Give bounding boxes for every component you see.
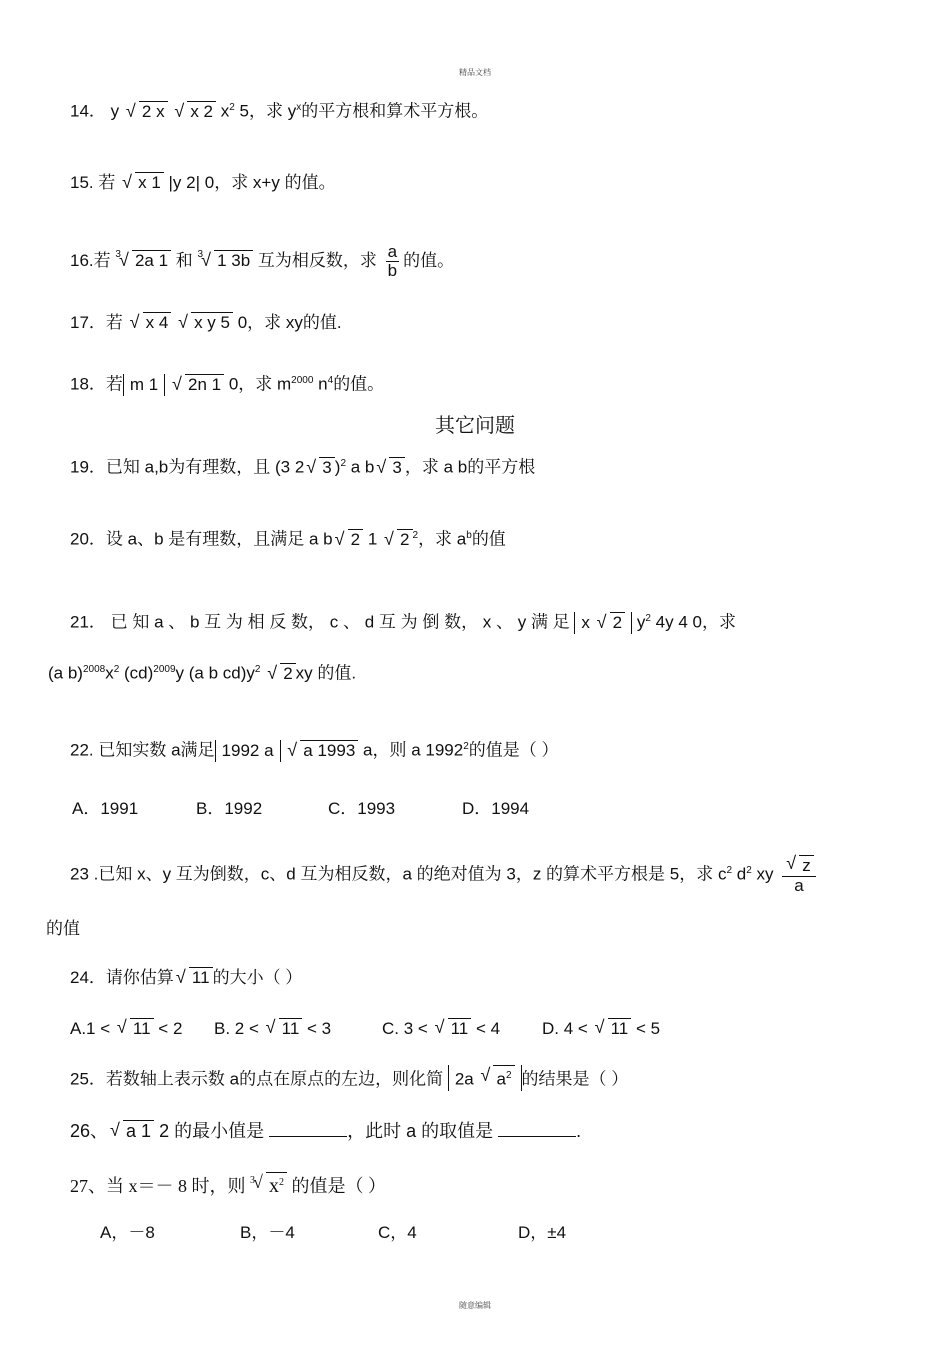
q19-text: ，求 a b的平方根 [404,457,536,477]
q24-opt-text: A.1 < [70,1019,111,1038]
q19-text: (3 2 [275,457,305,477]
q22-option-b: B．1992 [196,799,263,818]
q26-number: 26、 [70,1121,109,1141]
q14-text: x [220,101,230,121]
q16-fraction [386,243,399,280]
section-title: 其它问题 [435,415,515,437]
q24-opt-radicand: 11 [279,1018,303,1039]
q19-exp: 2 [340,458,346,469]
q21-text: xy 的值. [295,663,357,683]
q16-text: 的值。 [403,250,455,270]
q27-exp: 2 [279,1177,284,1188]
answer-blank[interactable] [269,1136,347,1137]
q27-option-c: C，4 [378,1223,417,1242]
question-23-line-2: 的值 [46,919,80,938]
question-24 [70,967,302,989]
q14-exp: x [296,102,302,113]
q18-text: 的值。 [333,374,385,394]
q14-radicand-1: 2 x [139,101,168,122]
q18-abs-value: m 1 [123,374,165,396]
q21-text: x [581,612,590,632]
q18-radicand: 2n 1 [185,374,224,395]
q22-option-a: A．1991 [72,799,139,818]
q23-text: d [736,864,747,884]
q23-exp: 2 [726,864,733,876]
q24-opt-text: B. 2 < [214,1019,259,1038]
q18-text: 0，求 m [228,374,292,394]
sqrt-symbol [174,101,216,123]
q27-root-index: 3 [250,1175,255,1186]
sqrt-symbol [480,1065,514,1091]
sqrt-symbol [384,529,412,551]
q24-radicand: 11 [189,967,213,988]
sqrt-symbol [435,1018,472,1039]
q22-option-c: C．1993 [328,799,396,818]
q19-text: a b [350,457,375,477]
sqrt-symbol [306,457,334,479]
q21-text: x [105,663,114,683]
q22-text: 的值是（ ） [468,740,559,760]
q16-number: 16.若 [70,250,111,270]
q27-text: x [269,1175,279,1197]
q27-option-d: D，±4 [518,1223,567,1242]
q20-text: ，求 a [418,529,467,549]
q23-exp: 2 [746,864,752,876]
q16-radicand-1: 2a 1 [132,250,171,271]
question-15 [70,172,336,194]
q24-opt-radicand: 11 [130,1018,154,1039]
q26-text: ，此时 a 的取值是 [347,1121,494,1141]
cube-root-symbol [201,250,253,272]
q23-fraction [782,855,816,895]
q21-text: y [636,612,646,632]
sqrt-symbol [176,967,213,989]
answer-blank[interactable] [498,1136,576,1137]
q21-text: (a b) [48,663,83,683]
q18-number: 18．若 [70,374,123,394]
q22-option-d: D．1994 [462,799,530,818]
q18-exp: 4 [327,375,334,386]
sqrt-symbol [110,1120,154,1142]
sqrt-symbol [287,740,358,762]
q14-text: y [110,101,120,121]
q21-radicand: 2 [280,663,295,684]
question-14 [70,97,488,123]
q24-opt-radicand: 11 [608,1018,632,1039]
q23-text: xy [756,864,774,884]
question-27 [70,1172,386,1201]
q26-radicand: a 1 [123,1120,154,1141]
q19-radicand: 3 [319,457,334,478]
sqrt-symbol [376,457,404,479]
q14-text: 5，求 y [239,101,297,121]
q24-opt-text: D. 4 < [542,1019,588,1038]
q26-text: . [576,1121,582,1141]
q22-abs-value: 1992 a [215,740,281,762]
q24-opt-text: C. 3 < [382,1019,428,1038]
q14-exp: 2 [229,102,235,113]
q24-number: 24．请你估算 [70,968,174,987]
q17-text: 0，求 xy的值. [237,313,342,332]
q19-radicand: 3 [389,457,404,478]
q20-radicand: 2 [348,529,363,550]
q24-option-b [214,1018,331,1039]
q20-text: 的值 [471,529,506,549]
q15-text: |y 2| 0 [168,173,215,192]
q22-exp: 2 [463,741,469,752]
q22-radicand: a 1993 [300,740,358,761]
q16-denominator: b [387,261,398,280]
q15-text: ，求 x+y 的值。 [214,173,336,192]
sqrt-symbol [267,663,295,685]
q21-exp: 2 [645,613,651,624]
sqrt-symbol [126,101,168,123]
question-17 [70,312,342,334]
q15-radicand: x 1 [135,172,164,193]
q24-option-c [382,1018,500,1039]
q16-root-index: 3 [115,248,121,260]
q21-exp: 2 [254,664,261,675]
q24-option-d [542,1018,660,1039]
q21-text: (cd) [124,663,154,683]
q18-exp: 2000 [291,375,314,386]
question-20 [70,525,506,551]
q15-number: 15. 若 [70,173,116,192]
sqrt-symbol [597,612,625,634]
question-16 [70,243,454,280]
sqrt-symbol [335,529,363,551]
q21-exp: 2 [113,664,120,675]
q27-radicand [266,1172,287,1196]
q21-radicand: 2 [610,612,625,633]
q24-opt-text: < 3 [307,1019,332,1038]
sqrt-symbol [178,312,233,334]
q25-text: 25．若数轴上表示数 a的点在原点的左边，则化简 [70,1069,444,1089]
sqrt-symbol [172,374,224,396]
q24-opt-radicand: 11 [448,1018,472,1039]
sqrt-symbol [595,1018,632,1039]
q20-exp: b [466,530,472,541]
q21-text: 4y 4 0，求 [655,612,736,632]
q14-text: 的平方根和算术平方根。 [301,101,489,121]
q25-text: 的结果是（ ） [521,1069,629,1089]
q24-text: 的大小（ ） [212,968,303,987]
q20-text: 1 [367,529,378,549]
q16-radicand-2: 1 3b [214,250,253,271]
q20-number: 20．设 a、b 是有理数，且满足 a b [70,529,333,549]
question-22 [70,736,559,762]
cube-root-symbol [253,1172,287,1197]
q27-option-b: B，－4 [240,1223,295,1242]
q23-denominator: a [794,876,804,895]
page-header: 精品文档 [459,68,491,77]
question-25 [70,1065,628,1091]
q24-option-a [70,1018,182,1039]
q20-exp: 2 [412,530,419,541]
q21-exp: 2009 [153,664,176,675]
page-footer: 随意编辑 [459,1301,491,1310]
q21-abs-value [574,612,632,634]
q21-text: y (a b cd)y [175,663,255,683]
sqrt-symbol [786,855,814,876]
q16-root-index: 3 [197,248,204,260]
q17-number: 17．若 [70,313,123,332]
q19-text: ) [334,457,341,477]
q26-text: 2 的最小值是 [159,1121,265,1141]
q25-radicand [493,1065,514,1090]
q22-text: a，则 a 1992 [363,740,464,760]
q25-exp: 2 [505,1070,512,1081]
q16-text: 互为相反数，求 [257,250,377,270]
q17-radicand-1: x 4 [143,312,172,333]
q27-text: 的值是（ ） [291,1176,386,1196]
sqrt-symbol [130,312,172,334]
q23-text: 23 .已知 x、y 互为倒数，c、d 互为相反数，a 的绝对值为 3，z 的算术平方根是 5，求 c [70,864,727,884]
q21-text: 21． 已 知 a 、 b 互 为 相 反 数， c 、 d 互 为 倒 数， x 、 y 满 足 [70,612,570,632]
cube-root-symbol [119,250,171,272]
q23-numerator: z [799,855,814,876]
q24-opt-text: < 2 [158,1019,183,1038]
q25-abs-value [448,1065,522,1091]
q20-radicand: 2 [397,529,412,550]
q27-option-a: A，－8 [100,1223,155,1242]
q16-numerator: a [387,242,398,261]
q16-text: 和 [175,250,193,270]
q24-opt-text: < 4 [475,1019,501,1038]
q18-text: n [318,374,328,394]
q27-text: 27、当 x＝－ 8 时，则 [70,1176,246,1196]
q19-number: 19．已知 a,b为有理数，且 [70,457,271,477]
sqrt-symbol [122,172,164,194]
q24-opt-text: < 5 [635,1019,661,1038]
question-21-line-1 [70,608,736,634]
q22-number: 22. 已知实数 a满足 [70,740,215,760]
sqrt-symbol [266,1018,303,1039]
question-26 [70,1120,581,1142]
q21-exp: 2008 [82,664,106,675]
q17-radicand-2: x y 5 [191,312,233,333]
question-19 [70,453,535,479]
q14-number: 14． [70,101,106,121]
question-23 [70,855,820,895]
q25-text: a [496,1069,506,1089]
question-18 [70,370,384,396]
sqrt-symbol [117,1018,154,1039]
question-21-line-2 [48,659,356,685]
q14-radicand-2: x 2 [187,101,216,122]
q25-text: 2a [454,1069,474,1089]
